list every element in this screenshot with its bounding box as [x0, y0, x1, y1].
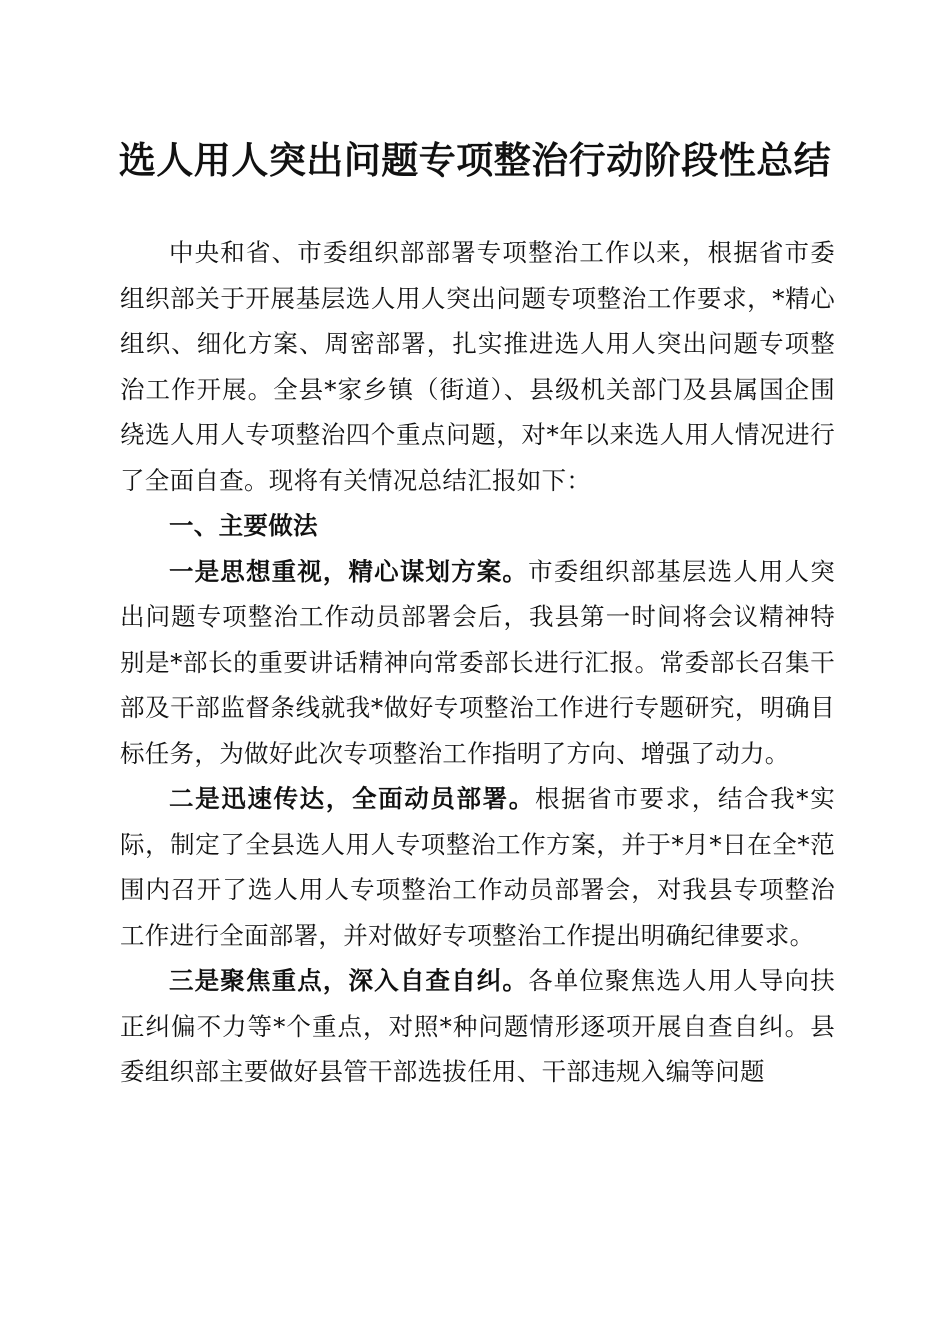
point-paragraph-3: [120, 958, 835, 1095]
point-2-lead: 二是迅速传达，全面动员部署。: [169, 784, 535, 813]
section-heading: [120, 503, 835, 549]
point-paragraph-1: [120, 549, 835, 777]
point-1-lead: 一是思想重视，精心谋划方案。: [169, 556, 529, 586]
document-title: 选人用人突出问题专项整治行动阶段性总结: [118, 138, 832, 182]
point-paragraph-2: [120, 776, 835, 958]
point-3-text: 各单位聚焦选人用人导向扶正纠偏不力等*个重点，对照*种问题情形逐项开展自查自纠。县委组织部主要做好县管干部选拔任用、干部违规入编等问题: [120, 966, 835, 1086]
document-body: [120, 230, 835, 1095]
point-1-text: 市委组织部基层选人用人突出问题专项整治工作动员部署会后，我县第一时间将会议精神特别是*部长的重要讲话精神向常委部长进行汇报。常委部长召集干部及干部监督条线就我*做好专项整治工作进行专题研究，明确目标任务，为做好此次专项整治工作指明了方向、增强了动力。: [120, 556, 835, 768]
point-3-lead: 三是聚焦重点，深入自查自纠。: [169, 966, 529, 995]
intro-paragraph: [120, 230, 835, 503]
intro-paragraph-text: 中央和省、市委组织部部署专项整治工作以来，根据省市委组织部关于开展基层选人用人突出问题专项整治工作要求，*精心组织、细化方案、周密部署，扎实推进选人用人突出问题专项整治工作开展。全县*家乡镇（街道）、县级机关部门及县属国企围绕选人用人专项整治四个重点问题，对*年以来选人用人情况进行了全面自查。现将有关情况总结汇报如下：: [120, 238, 835, 495]
point-2-text: 根据省市要求，结合我*实际，制定了全县选人用人专项整治工作方案，并于*月*日在全*范围内召开了选人用人专项整治工作动员部署会，对我县专项整治工作进行全面部署，并对做好专项整治工作提出明确纪律要求。: [120, 784, 835, 950]
section-heading-text: 一、主要做法: [169, 511, 318, 540]
